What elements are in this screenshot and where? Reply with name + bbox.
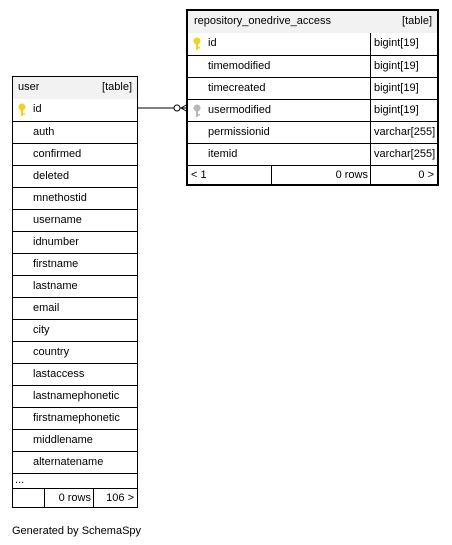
table-row	[13, 385, 137, 407]
column-type: bigint[19]	[374, 104, 419, 116]
generated-by-credit: Generated by SchemaSpy	[12, 525, 142, 537]
footer-rows: 0 rows	[335, 169, 368, 181]
table-header	[188, 11, 437, 33]
table-row	[188, 77, 437, 99]
table-header	[13, 77, 137, 99]
table-row	[188, 33, 437, 55]
column-name: idnumber	[33, 236, 79, 248]
table-kind: [table]	[102, 81, 132, 93]
footer-left: < 1	[191, 169, 207, 181]
table-row	[13, 99, 137, 121]
table-name: user	[18, 81, 40, 93]
footer-rows: 0 rows	[58, 492, 91, 504]
column-name: email	[33, 302, 60, 314]
column-name: lastnamephonetic	[33, 390, 120, 402]
column-name: lastname	[33, 280, 78, 292]
column-name: city	[33, 324, 50, 336]
table-row	[13, 165, 137, 187]
key-icon	[17, 103, 27, 117]
table-row	[188, 121, 437, 143]
column-name: lastaccess	[33, 368, 85, 380]
column-name: mnethostid	[33, 192, 87, 204]
footer-right: 0 >	[418, 169, 434, 181]
column-name: itemid	[208, 148, 238, 160]
table-name: repository_onedrive_access	[194, 15, 331, 27]
table-row	[13, 231, 137, 253]
table-row	[13, 319, 137, 341]
table-kind: [table]	[402, 15, 432, 27]
key-icon-grey	[192, 104, 202, 118]
column-name: confirmed	[33, 148, 82, 160]
column-name: id	[208, 37, 217, 49]
table-row	[13, 253, 137, 275]
table-row	[13, 363, 137, 385]
table-row	[13, 341, 137, 363]
table-footer	[188, 165, 437, 184]
column-name: timemodified	[208, 60, 271, 72]
column-name: firstnamephonetic	[33, 412, 120, 424]
column-name: id	[33, 103, 42, 115]
table-row	[188, 55, 437, 77]
user-table	[12, 76, 138, 508]
table-ellipsis-row	[13, 473, 137, 488]
table-row	[188, 143, 437, 165]
table-row	[13, 187, 137, 209]
table-footer	[13, 488, 137, 507]
table-row	[13, 121, 137, 143]
footer-right: 106 >	[106, 492, 134, 504]
column-name: firstname	[33, 258, 79, 270]
table-row	[13, 429, 137, 451]
column-name: timecreated	[208, 82, 266, 94]
table-row	[188, 99, 437, 121]
column-type: varchar[255]	[374, 148, 436, 160]
column-type: bigint[19]	[374, 37, 419, 49]
table-row	[13, 209, 137, 231]
key-icon	[192, 37, 202, 51]
column-name: alternatename	[33, 456, 104, 468]
column-type: bigint[19]	[374, 82, 419, 94]
column-name: usermodified	[208, 104, 271, 116]
table-row	[13, 451, 137, 473]
column-type: varchar[255]	[374, 126, 436, 138]
column-name: middlename	[33, 434, 93, 446]
column-name: country	[33, 346, 70, 358]
repository-onedrive-access-table	[186, 9, 439, 186]
table-row	[13, 143, 137, 165]
table-row	[13, 407, 137, 429]
column-type: bigint[19]	[374, 60, 419, 72]
ellipsis-text: ...	[15, 474, 25, 486]
table-row	[13, 297, 137, 319]
table-row	[13, 275, 137, 297]
column-name: permissionid	[208, 126, 270, 138]
column-name: username	[33, 214, 82, 226]
column-name: deleted	[33, 170, 70, 182]
column-name: auth	[33, 126, 55, 138]
